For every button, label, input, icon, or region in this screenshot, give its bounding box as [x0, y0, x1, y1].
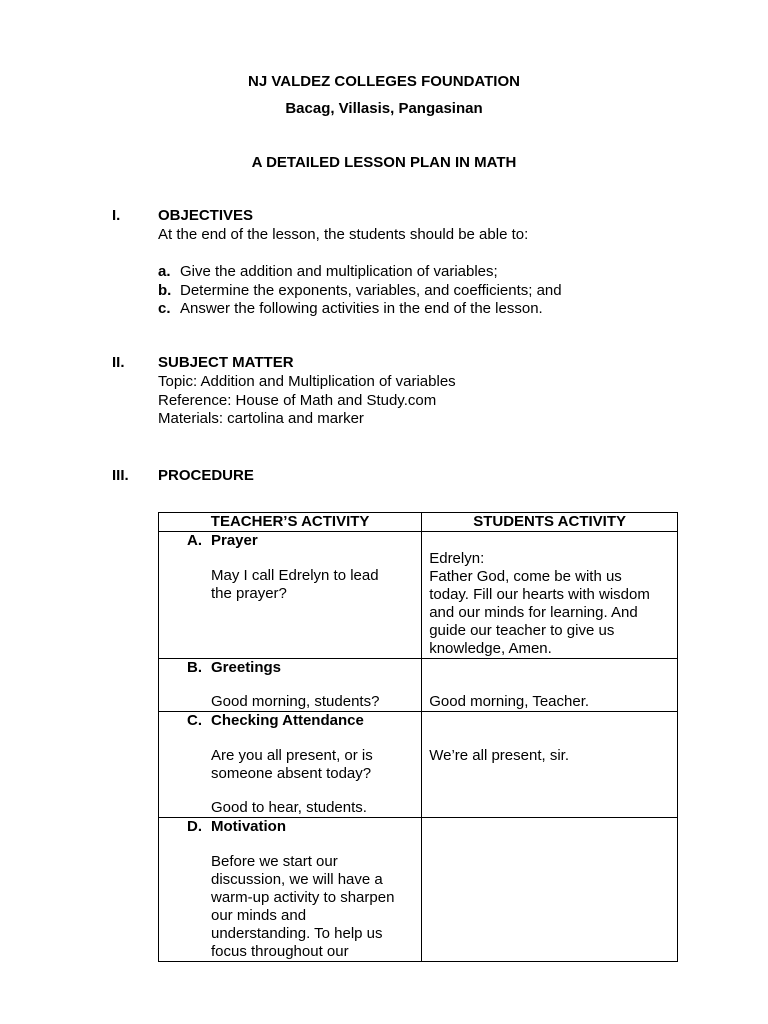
document-title: A DETAILED LESSON PLAN IN MATH — [251, 154, 517, 171]
procedure-title: PROCEDURE — [158, 467, 254, 484]
table-header-row — [159, 513, 678, 532]
institution-address: Bacag, Villasis, Pangasinan — [285, 100, 483, 117]
objective-letter: a. — [158, 263, 171, 280]
teacher-cell — [159, 532, 422, 659]
student-cell — [422, 712, 678, 818]
teacher-line: discussion, we will have a — [211, 871, 383, 888]
teacher-line: May I call Edrelyn to lead — [211, 567, 379, 584]
teacher-line: the prayer? — [211, 585, 287, 602]
teacher-cell — [159, 659, 422, 712]
student-line: and our minds for learning. And — [429, 604, 638, 621]
student-cell — [422, 818, 678, 962]
objective-item — [158, 300, 543, 318]
teacher-cell — [159, 818, 422, 962]
objectives-intro: At the end of the lesson, the students should be able to: — [158, 226, 529, 243]
teacher-line: focus throughout our — [211, 943, 349, 960]
table-row — [159, 659, 678, 712]
step-heading: D. Motivation — [187, 818, 286, 835]
table-row — [159, 532, 678, 659]
teacher-line: Good morning, students? — [211, 693, 380, 710]
objective-text: Give the addition and multiplication of variables; — [180, 263, 498, 280]
objectives-numeral: I. — [112, 207, 121, 224]
objectives-title: OBJECTIVES — [158, 207, 254, 224]
step-heading: C. Checking Attendance — [187, 712, 364, 729]
objective-text: Answer the following activities in the end of the lesson. — [180, 300, 543, 317]
student-line: We’re all present, sir. — [429, 747, 569, 764]
student-line: Good morning, Teacher. — [429, 693, 590, 710]
student-cell — [422, 532, 678, 659]
procedure-table — [158, 512, 678, 962]
objective-text: Determine the exponents, variables, and coefficients; and — [180, 282, 562, 299]
teacher-line: someone absent today? — [211, 765, 372, 782]
objective-item — [158, 263, 498, 281]
objective-letter: c. — [158, 300, 171, 317]
objective-letter: b. — [158, 282, 172, 299]
student-cell — [422, 659, 678, 712]
teacher-line: understanding. To help us — [211, 925, 383, 942]
procedure-numeral: III. — [112, 467, 129, 484]
teacher-line: Before we start our — [211, 853, 338, 870]
step-heading: A. Prayer — [187, 532, 258, 549]
student-line: Father God, come be with us — [429, 568, 622, 585]
teacher-line: Are you all present, or is — [211, 747, 373, 764]
institution-name: NJ VALDEZ COLLEGES FOUNDATION — [248, 73, 520, 90]
table-row — [159, 818, 678, 962]
student-line: Edrelyn: — [429, 550, 485, 567]
students-activity-header: STUDENTS ACTIVITY — [422, 513, 678, 532]
teacher-cell — [159, 712, 422, 818]
teacher-activity-header: TEACHER’S ACTIVITY — [159, 513, 422, 532]
subject-matter-numeral: II. — [112, 354, 125, 371]
subject-reference: Reference: House of Math and Study.com — [158, 392, 437, 409]
subject-topic: Topic: Addition and Multiplication of variables — [158, 373, 456, 390]
student-line: guide our teacher to give us — [429, 622, 615, 639]
teacher-line: Good to hear, students. — [211, 799, 367, 816]
subject-matter-title: SUBJECT MATTER — [158, 354, 294, 371]
table-row — [159, 712, 678, 818]
step-heading: B. Greetings — [187, 659, 282, 676]
teacher-line: warm-up activity to sharpen — [211, 889, 395, 906]
student-line: knowledge, Amen. — [429, 640, 552, 657]
objective-item — [158, 282, 562, 300]
subject-materials: Materials: cartolina and marker — [158, 410, 364, 427]
student-line: today. Fill our hearts with wisdom — [429, 586, 650, 603]
teacher-line: our minds and — [211, 907, 307, 924]
